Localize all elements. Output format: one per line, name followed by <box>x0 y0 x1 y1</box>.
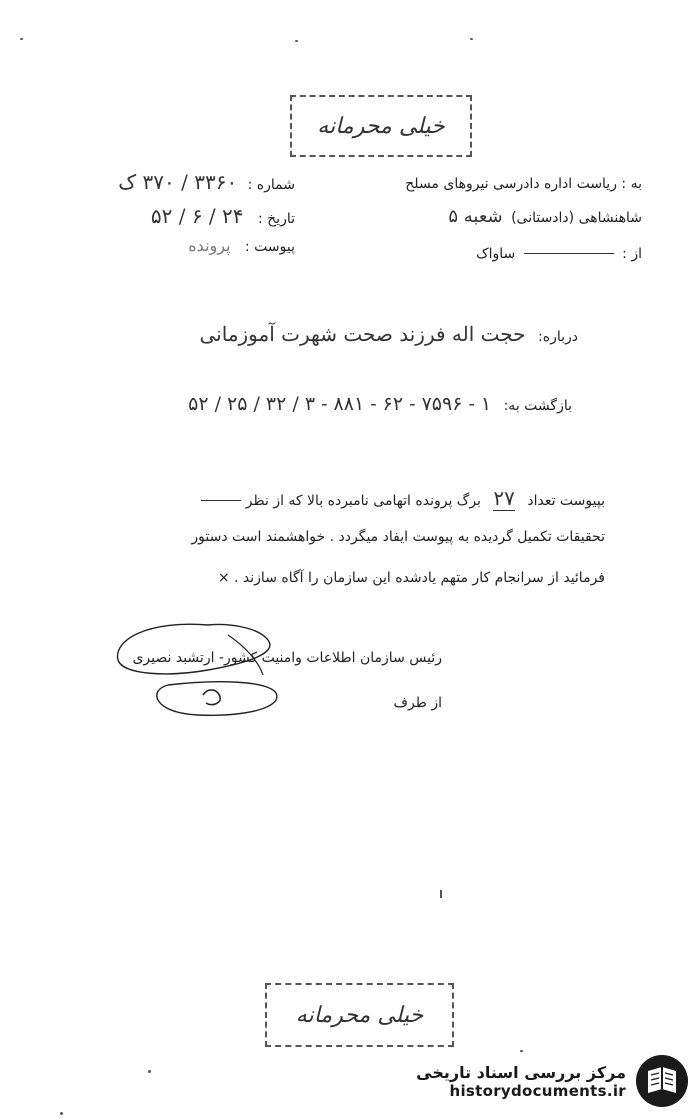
body-line-2-text: تحقیقات تکمیل گردیده به پیوست ایفاد میگردد . خواهشمند است دستور <box>191 529 605 545</box>
signature-title-text: رئیس سازمان اطلاعات وامنیت کشور- ارتشبد نصیری <box>132 650 442 666</box>
signature-on-behalf-text: از طرف <box>393 695 442 711</box>
body-line-2 <box>191 529 605 545</box>
number-label: شماره : <box>247 177 295 193</box>
footer-watermark-text <box>416 1063 626 1100</box>
reference-value: ۱ - ۷۵۹۶ - ۶۲ - ۸۸۱ - ۳ / ۳۲ / ۲۵ / ۵۲ <box>188 393 492 415</box>
body-line-1-end: برگ پرونده اتهامی نامبرده بالا که از نظر <box>245 493 481 509</box>
date-line <box>151 204 295 228</box>
scan-speck <box>520 1050 523 1052</box>
body-line-3-text: فرمائید از سرانجام کار متهم یادشده این سازمان را آگاه سازند . × <box>217 570 605 586</box>
number-line <box>118 170 295 194</box>
date-value: ۲۴ / ۶ / ۵۲ <box>150 204 244 228</box>
scan-speck <box>20 38 23 40</box>
recipient-text: به : ریاست اداره دادرسی نیروهای مسلح <box>405 176 642 192</box>
sender-line <box>476 246 642 262</box>
body-line-1 <box>201 486 605 510</box>
subject-line <box>199 322 578 346</box>
reference-label: بازگشت به: <box>503 398 572 414</box>
body-line-1-start: بپیوست تعداد <box>527 493 605 509</box>
top-classification-stamp <box>290 95 472 157</box>
footer-org-name: مرکز بررسی اسناد تاریخی <box>416 1062 626 1082</box>
handwritten-signature <box>108 615 308 725</box>
sender-underline <box>524 253 614 254</box>
sender-value: ساواک <box>476 246 516 262</box>
subject-value: حجت اله فرزند صحت شهرت آموزمانی <box>199 322 526 346</box>
date-label: تاریخ : <box>257 211 295 227</box>
sender-label: از : <box>622 246 642 262</box>
bottom-stamp-text: خیلی محرمانه <box>295 1002 424 1028</box>
subject-label: درباره: <box>538 329 578 345</box>
body-line-3 <box>218 570 605 586</box>
top-stamp-text: خیلی محرمانه <box>317 113 445 139</box>
recipient-subline <box>448 206 642 227</box>
scan-speck <box>60 1112 63 1115</box>
attachment-value: پرونده <box>188 236 231 255</box>
recipient-sub-handwritten: شعبه ۵ <box>448 206 503 227</box>
recipient-line <box>405 176 642 192</box>
reference-line <box>188 393 572 415</box>
scan-speck <box>470 38 473 40</box>
body-page-count: ۲۷ <box>493 486 515 510</box>
book-logo-icon <box>634 1053 690 1109</box>
attachment-label: پیوست : <box>245 239 295 255</box>
attachment-line <box>188 236 295 255</box>
footer-website: historydocuments.ir <box>449 1081 626 1100</box>
scan-speck <box>148 1070 151 1073</box>
recipient-sub-typed: شاهنشاهی (دادستانی) <box>511 210 642 226</box>
footer-watermark <box>416 1053 690 1109</box>
signature-on-behalf <box>394 695 442 711</box>
bottom-classification-stamp <box>265 983 454 1047</box>
scan-speck <box>295 40 298 42</box>
body-line-1-dash <box>201 500 241 501</box>
number-value: ۳۳۶۰ / ۳۷۰ ک <box>118 170 238 194</box>
scan-speck <box>440 890 442 898</box>
